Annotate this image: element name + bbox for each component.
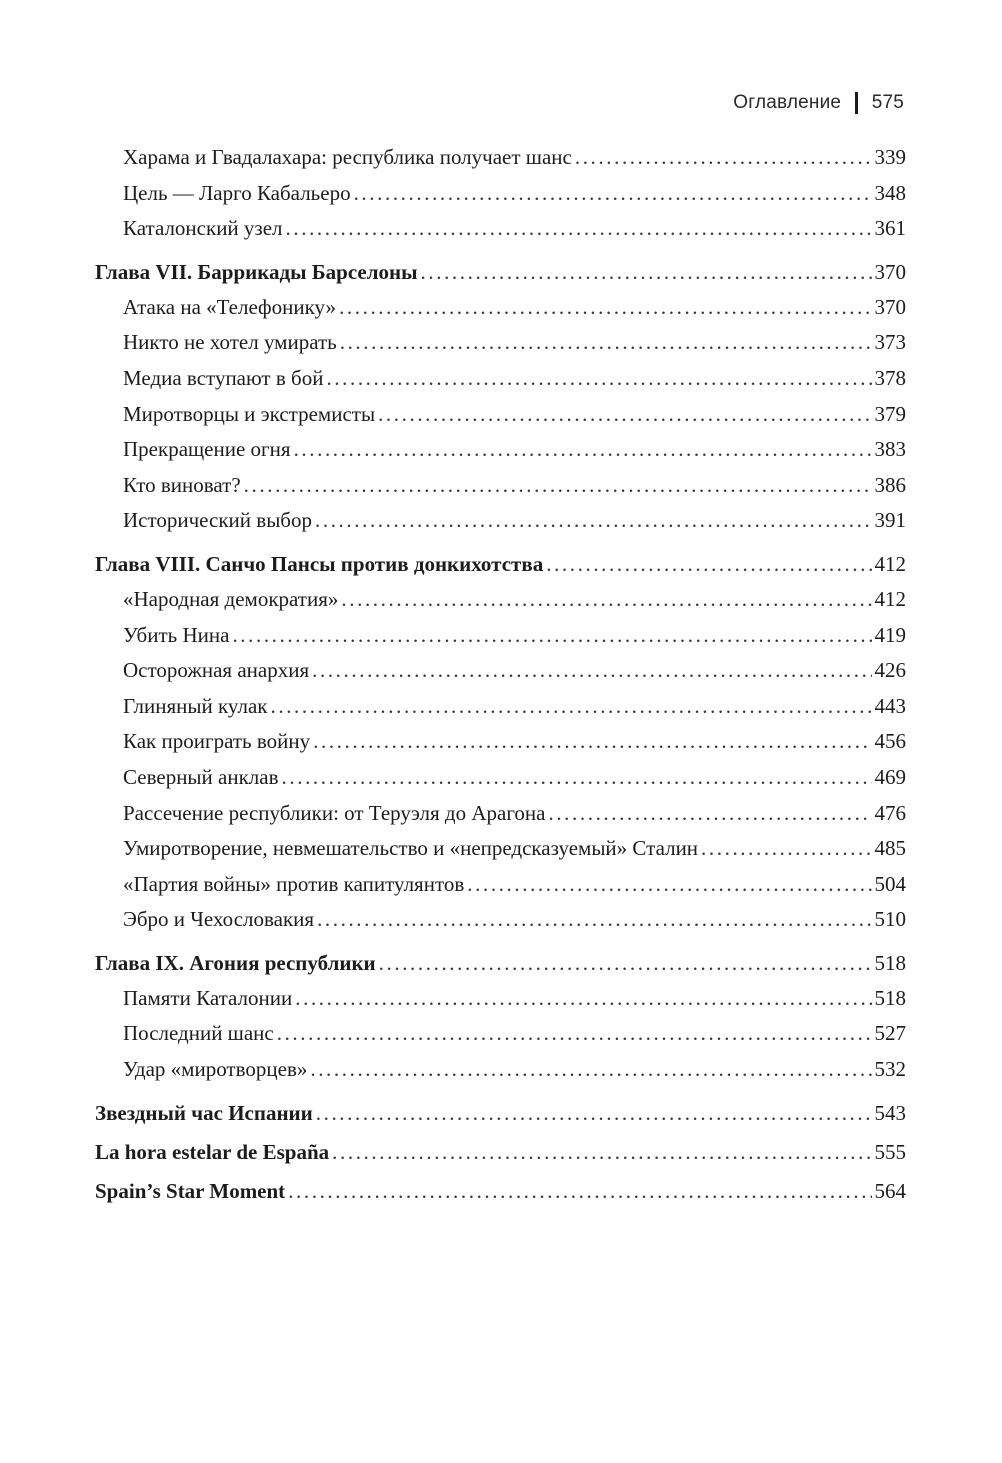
- dot-leader: [340, 325, 872, 361]
- toc-entry-page: 426: [874, 658, 906, 683]
- toc-entry[interactable]: [95, 503, 906, 539]
- toc-entry[interactable]: [95, 211, 906, 247]
- chapter-title: Глава VII. Баррикады Барселоны: [95, 259, 418, 284]
- dot-leader: [271, 689, 872, 725]
- toc-section-star-hour[interactable]: [95, 1094, 906, 1133]
- dot-leader: [244, 468, 872, 504]
- toc-entry-page: 518: [874, 985, 906, 1010]
- toc-entry-page: 532: [874, 1057, 906, 1082]
- dot-leader: [232, 618, 871, 654]
- toc-entry-page: 391: [874, 508, 906, 533]
- toc-entry-title: Каталонский узел: [123, 216, 283, 241]
- toc-entry-title: Атака на «Телефонику»: [123, 294, 337, 319]
- dot-leader: [379, 945, 872, 981]
- chapter-page: 370: [874, 259, 906, 284]
- toc-entry-page: 412: [874, 586, 906, 611]
- dot-leader: [354, 176, 872, 212]
- header-divider: [855, 92, 858, 114]
- dot-leader: [295, 981, 871, 1017]
- toc-entry-title: «Партия войны» против капитулянтов: [123, 871, 465, 896]
- page-number: 575: [871, 92, 904, 113]
- toc-entry[interactable]: [95, 760, 906, 796]
- dot-leader: [332, 1133, 871, 1172]
- toc-entry-page: 348: [874, 180, 906, 205]
- dot-leader: [575, 140, 872, 176]
- dot-leader: [313, 724, 871, 760]
- toc-entry[interactable]: [95, 582, 906, 618]
- toc-entry[interactable]: [95, 140, 906, 176]
- toc-chapter-7[interactable]: [95, 254, 906, 290]
- toc-entry-page: 527: [874, 1021, 906, 1046]
- toc-entry-page: 370: [874, 294, 906, 319]
- toc-entry[interactable]: [95, 902, 906, 938]
- toc-entry[interactable]: [95, 290, 906, 326]
- chapter-title: Spain’s Star Moment: [95, 1178, 286, 1203]
- toc-entry-page: 510: [874, 907, 906, 932]
- toc-entry[interactable]: [95, 432, 906, 468]
- toc-entry-title: Как проиграть войну: [123, 729, 311, 754]
- dot-leader: [310, 1052, 871, 1088]
- toc-entry-title: Глиняный кулак: [123, 693, 268, 718]
- chapter-title: Глава VIII. Санчо Пансы против донкихотства: [95, 551, 544, 576]
- dot-leader: [277, 1016, 872, 1052]
- chapter-page: 564: [874, 1178, 906, 1203]
- toc-entry-title: Умиротворение, невмешательство и «непредсказуемый» Сталин: [123, 836, 699, 861]
- chapter-page: 412: [874, 551, 906, 576]
- chapter-title: Глава IX. Агония республики: [95, 950, 376, 975]
- dot-leader: [548, 796, 871, 832]
- toc-entry-page: 361: [874, 216, 906, 241]
- toc-entry[interactable]: [95, 689, 906, 725]
- dot-leader: [701, 831, 871, 867]
- toc-entry[interactable]: [95, 653, 906, 689]
- toc-entry-page: 476: [874, 800, 906, 825]
- dot-leader: [316, 1094, 872, 1133]
- dot-leader: [421, 254, 872, 290]
- toc-entry-title: Рассечение республики: от Теруэля до Арагона: [123, 800, 546, 825]
- dot-leader: [341, 582, 871, 618]
- toc-entry-title: Харама и Гвадалахара: республика получает шанс: [123, 145, 572, 169]
- toc-entry-title: Никто не хотел умирать: [123, 330, 337, 355]
- toc-entry-title: Последний шанс: [123, 1021, 274, 1046]
- toc-entry-page: 456: [874, 729, 906, 754]
- toc-entry-page: 339: [874, 145, 906, 169]
- dot-leader: [339, 290, 871, 326]
- dot-leader: [282, 760, 872, 796]
- toc-entry-title: Цель — Ларго Кабальеро: [123, 180, 351, 205]
- toc-entry-page: 419: [874, 622, 906, 647]
- dot-leader: [326, 361, 871, 397]
- toc-entry-title: «Народная демократия»: [123, 586, 339, 611]
- dot-leader: [288, 1172, 871, 1211]
- toc-entry[interactable]: [95, 724, 906, 760]
- toc-entry-page: 386: [874, 472, 906, 497]
- toc-chapter-8[interactable]: [95, 546, 906, 582]
- dot-leader: [315, 503, 872, 539]
- toc-entry-title: Кто виноват?: [123, 472, 241, 497]
- dot-leader: [546, 546, 871, 582]
- dot-leader: [294, 432, 872, 468]
- dot-leader: [312, 653, 871, 689]
- toc-entry[interactable]: [95, 867, 906, 903]
- toc-entry[interactable]: [95, 1052, 906, 1088]
- toc-entry[interactable]: [95, 397, 906, 433]
- toc-entry[interactable]: [95, 361, 906, 397]
- toc-entry[interactable]: [95, 325, 906, 361]
- toc-entry-title: Исторический выбор: [123, 508, 312, 533]
- section-title: Оглавление: [733, 92, 842, 113]
- toc-entry[interactable]: [95, 981, 906, 1017]
- chapter-title: La hora estelar de España: [95, 1139, 330, 1164]
- toc-entry-title: Удар «миротворцев»: [123, 1057, 308, 1082]
- toc-entry[interactable]: [95, 618, 906, 654]
- toc-section-spanish-summary[interactable]: [95, 1133, 906, 1172]
- toc-entry[interactable]: [95, 796, 906, 832]
- toc-chapter-9[interactable]: [95, 945, 906, 981]
- toc-entry-title: Памяти Каталонии: [123, 985, 293, 1010]
- chapter-title: Звездный час Испании: [95, 1100, 313, 1125]
- toc-entry-page: 383: [874, 437, 906, 462]
- dot-leader: [317, 902, 871, 938]
- toc-entry-title: Прекращение огня: [123, 437, 291, 462]
- toc-entry-title: Эбро и Чехословакия: [123, 907, 315, 932]
- toc-entry-page: 504: [874, 871, 906, 896]
- table-of-contents: [95, 140, 906, 1211]
- toc-entry[interactable]: [95, 831, 906, 867]
- toc-entry[interactable]: [95, 176, 906, 212]
- chapter-page: 518: [874, 950, 906, 975]
- toc-entry-page: 379: [874, 401, 906, 426]
- toc-entry-page: 443: [874, 693, 906, 718]
- running-head: [733, 92, 904, 114]
- toc-entry-title: Осторожная анархия: [123, 658, 310, 683]
- chapter-page: 555: [874, 1139, 906, 1164]
- toc-entry-page: 485: [874, 836, 906, 861]
- toc-entry[interactable]: [95, 468, 906, 504]
- toc-entry-title: Медиа вступают в бой: [123, 365, 324, 390]
- dot-leader: [467, 867, 871, 903]
- toc-section-english-summary[interactable]: [95, 1172, 906, 1211]
- chapter-page: 543: [874, 1100, 906, 1125]
- dot-leader: [378, 397, 871, 433]
- toc-entry-page: 378: [874, 365, 906, 390]
- toc-entry-page: 373: [874, 330, 906, 355]
- toc-entry-title: Убить Нина: [123, 622, 230, 647]
- toc-entry-title: Миротворцы и экстремисты: [123, 401, 376, 426]
- dot-leader: [286, 211, 872, 247]
- toc-entry-title: Северный анклав: [123, 764, 279, 789]
- toc-entry[interactable]: [95, 1016, 906, 1052]
- toc-entry-page: 469: [874, 764, 906, 789]
